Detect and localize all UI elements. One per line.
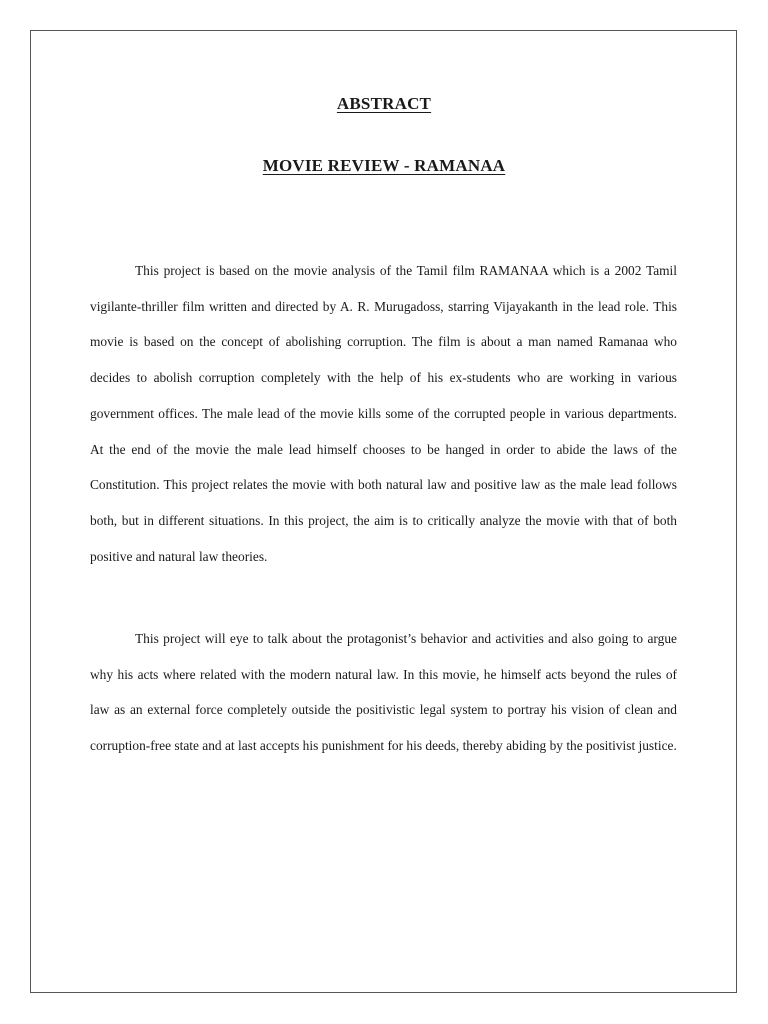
document-title: MOVIE REVIEW - RAMANAA: [262, 156, 506, 175]
abstract-paragraph-1: This project is based on the movie analysis of the Tamil film RAMANAA which is a 2002 Tamil vigilante-thriller film written and directed by A. R. Murugadoss, starring Vijayakanth in the lead role. This movie is based on the concept of abolishing corruption. The film is about a man named Ramanaa who decides to abolish corruption completely with the help of his ex-students who are working in various government offices. The male lead of the movie kills some of the corrupted people in various departments. At the end of the movie the male lead himself chooses to be hanged in order to abide the laws of the Constitution. This project relates the movie with both natural law and positive law as the male lead follows both, but in different situations. In this project, the aim is to critically analyze the movie with that of both positive and natural law theories.: [90, 263, 677, 564]
abstract-heading: ABSTRACT: [336, 94, 432, 113]
abstract-paragraph-2: This project will eye to talk about the protagonist’s behavior and activities and also going to argue why his acts where related with the modern natural law. In this movie, he himself acts beyond the rules of law as an external force completely outside the positivistic legal system to portray his vision of clean and corruption-free state and at last accepts his punishment for his deeds, thereby abiding by the positivist justice.: [90, 631, 677, 754]
